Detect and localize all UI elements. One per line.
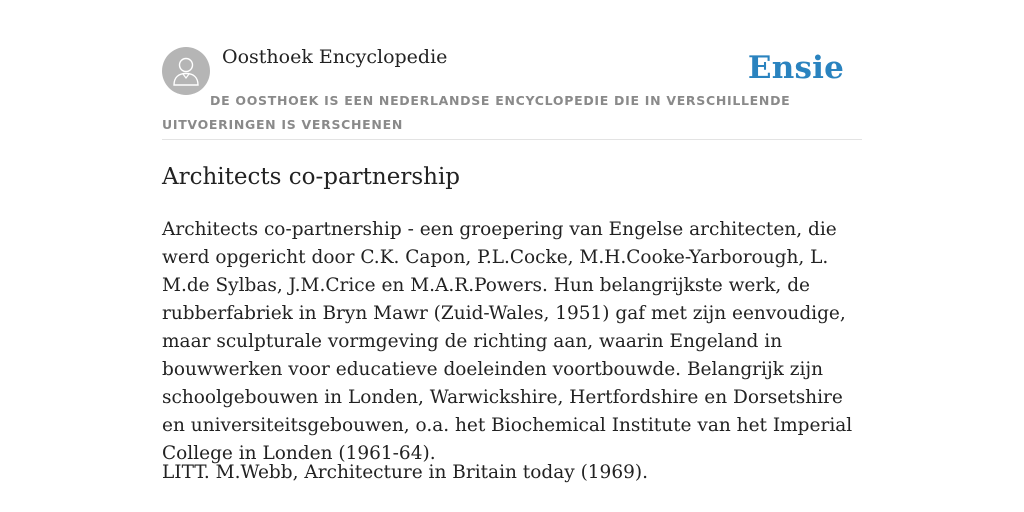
- source-name[interactable]: Oosthoek Encyclopedie: [222, 46, 448, 68]
- avatar[interactable]: [162, 47, 210, 95]
- article-literature: LITT. M.Webb, Architecture in Britain today (1969).: [162, 462, 648, 483]
- page: [162, 0, 862, 512]
- source-description: DE OOSTHOEK IS EEN NEDERLANDSE ENCYCLOPEDIE DIE IN VERSCHILLENDE UITVOERINGEN IS VERSCHENEN: [162, 93, 791, 132]
- brand-logo[interactable]: Ensie: [747, 50, 844, 86]
- source-header: [162, 0, 862, 140]
- article-body: Architects co-partnership - een groepering van Engelse architecten, die werd opgericht door C.K. Capon, P.L.Cocke, M.H.Cooke-Yarborough, L. M.de Sylbas, J.M.Crice en M.A.R.Powers. Hun belangrijkste werk, de rubberfabriek in Bryn Mawr (Zuid-Wales, 1951) gaf met zijn eenvoudige, maar sculpturale vormgeving de richting aan, waarin Engeland in bouwwerken voor educatieve doeleinden voortbouwde. Belangrijk zijn schoolgebouwen in Londen, Warwickshire, Hertfordshire en Dorsetshire en universiteitsgebouwen, o.a. het Biochemical Institute van het Imperial College in Londen (1961-64).: [162, 219, 853, 464]
- article-title: Architects co-partnership: [162, 164, 461, 190]
- user-icon: [172, 56, 200, 86]
